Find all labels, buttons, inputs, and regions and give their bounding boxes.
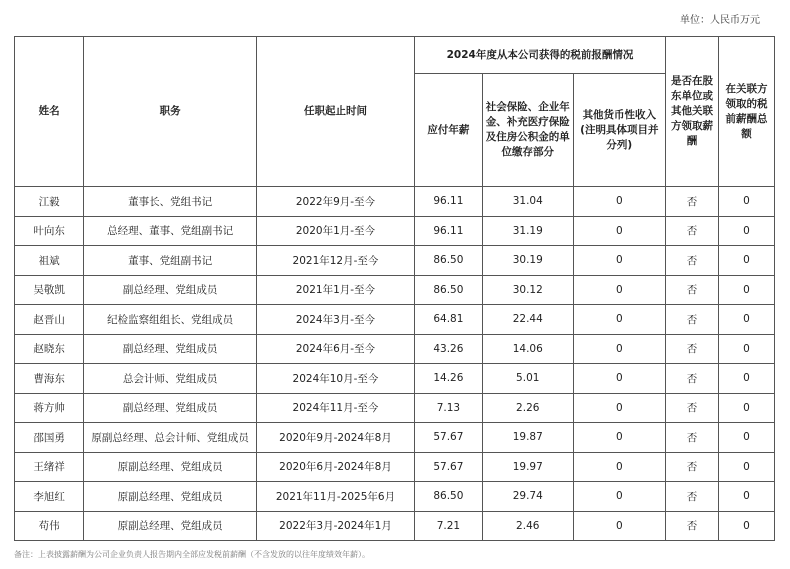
cell-related-total: 0 (719, 452, 775, 482)
cell-salary: 57.67 (414, 452, 482, 482)
cell-term: 2022年3月-2024年1月 (257, 511, 415, 541)
header-term: 任职起止时间 (257, 37, 415, 187)
cell-position: 副总经理、党组成员 (84, 334, 257, 364)
cell-related: 否 (666, 511, 719, 541)
header-pretax-group: 2024年度从本公司获得的税前报酬情况 (414, 37, 665, 74)
cell-related: 否 (666, 393, 719, 423)
cell-related: 否 (666, 187, 719, 217)
cell-name: 江毅 (15, 187, 84, 217)
cell-term: 2021年12月-至今 (257, 246, 415, 276)
table-row (15, 423, 775, 453)
cell-social: 30.19 (482, 246, 573, 276)
cell-position: 原副总经理、党组成员 (84, 482, 257, 512)
cell-other: 0 (573, 423, 666, 453)
cell-social: 31.04 (482, 187, 573, 217)
cell-position: 原副总经理、党组成员 (84, 511, 257, 541)
cell-other: 0 (573, 482, 666, 512)
cell-related-total: 0 (719, 482, 775, 512)
cell-related-total: 0 (719, 511, 775, 541)
cell-other: 0 (573, 334, 666, 364)
table-row (15, 393, 775, 423)
cell-term: 2022年9月-至今 (257, 187, 415, 217)
cell-term: 2024年10月-至今 (257, 364, 415, 394)
cell-term: 2021年11月-2025年6月 (257, 482, 415, 512)
cell-salary: 64.81 (414, 305, 482, 335)
header-salary: 应付年薪 (414, 74, 482, 187)
table-row (15, 187, 775, 217)
cell-name: 吴敬凯 (15, 275, 84, 305)
header-related-total: 在关联方领取的税前薪酬总额 (719, 37, 775, 187)
cell-related-total: 0 (719, 275, 775, 305)
cell-social: 22.44 (482, 305, 573, 335)
cell-related-total: 0 (719, 423, 775, 453)
table-row (15, 482, 775, 512)
cell-related-total: 0 (719, 393, 775, 423)
cell-salary: 86.50 (414, 275, 482, 305)
cell-related-total: 0 (719, 216, 775, 246)
cell-term: 2024年3月-至今 (257, 305, 415, 335)
cell-position: 纪检监察组组长、党组成员 (84, 305, 257, 335)
cell-related: 否 (666, 305, 719, 335)
cell-related: 否 (666, 452, 719, 482)
cell-name: 李旭红 (15, 482, 84, 512)
cell-salary: 57.67 (414, 423, 482, 453)
cell-salary: 14.26 (414, 364, 482, 394)
unit-label: 单位：人民币万元 (680, 15, 760, 26)
cell-other: 0 (573, 216, 666, 246)
table-row (15, 275, 775, 305)
cell-related-total: 0 (719, 246, 775, 276)
cell-salary: 43.26 (414, 334, 482, 364)
table-row (15, 216, 775, 246)
cell-related-total: 0 (719, 305, 775, 335)
table-body (15, 187, 775, 541)
cell-position: 原副总经理、总会计师、党组成员 (84, 423, 257, 453)
cell-name: 祖斌 (15, 246, 84, 276)
cell-related: 否 (666, 423, 719, 453)
cell-social: 30.12 (482, 275, 573, 305)
cell-social: 29.74 (482, 482, 573, 512)
table-row (15, 364, 775, 394)
cell-related: 否 (666, 482, 719, 512)
footnote: 备注：上表披露薪酬为公司企业负责人报告期内全部应发税前薪酬（不含发放的以往年度绩效年薪）。 (14, 550, 370, 559)
cell-social: 19.97 (482, 452, 573, 482)
cell-social: 5.01 (482, 364, 573, 394)
header-name: 姓名 (15, 37, 84, 187)
cell-related: 否 (666, 334, 719, 364)
table-row (15, 511, 775, 541)
cell-other: 0 (573, 364, 666, 394)
table-row (15, 452, 775, 482)
cell-name: 苟伟 (15, 511, 84, 541)
cell-related: 否 (666, 275, 719, 305)
table-row (15, 246, 775, 276)
cell-term: 2020年1月-至今 (257, 216, 415, 246)
header-social-insurance: 社会保险、企业年金、补充医疗保险及住房公积金的单位缴存部分 (482, 74, 573, 187)
table-row (15, 334, 775, 364)
cell-name: 蒋方帅 (15, 393, 84, 423)
cell-other: 0 (573, 275, 666, 305)
cell-name: 曹海东 (15, 364, 84, 394)
cell-related: 否 (666, 364, 719, 394)
cell-other: 0 (573, 452, 666, 482)
cell-other: 0 (573, 393, 666, 423)
cell-name: 赵晓东 (15, 334, 84, 364)
cell-salary: 96.11 (414, 187, 482, 217)
cell-social: 2.26 (482, 393, 573, 423)
cell-other: 0 (573, 187, 666, 217)
cell-salary: 7.21 (414, 511, 482, 541)
cell-term: 2020年9月-2024年8月 (257, 423, 415, 453)
header-position: 职务 (84, 37, 257, 187)
cell-related: 否 (666, 246, 719, 276)
cell-name: 王绪祥 (15, 452, 84, 482)
cell-term: 2020年6月-2024年8月 (257, 452, 415, 482)
cell-social: 19.87 (482, 423, 573, 453)
cell-salary: 86.50 (414, 482, 482, 512)
cell-name: 赵晋山 (15, 305, 84, 335)
cell-position: 董事长、党组书记 (84, 187, 257, 217)
cell-position: 总经理、董事、党组副书记 (84, 216, 257, 246)
cell-position: 副总经理、党组成员 (84, 393, 257, 423)
cell-term: 2024年6月-至今 (257, 334, 415, 364)
cell-term: 2024年11月-至今 (257, 393, 415, 423)
table-row (15, 305, 775, 335)
cell-salary: 7.13 (414, 393, 482, 423)
cell-social: 2.46 (482, 511, 573, 541)
cell-social: 31.19 (482, 216, 573, 246)
cell-position: 总会计师、党组成员 (84, 364, 257, 394)
cell-related-total: 0 (719, 364, 775, 394)
cell-other: 0 (573, 305, 666, 335)
header-other-income: 其他货币性收入(注明具体项目并分列) (573, 74, 666, 187)
cell-position: 董事、党组副书记 (84, 246, 257, 276)
cell-term: 2021年1月-至今 (257, 275, 415, 305)
cell-salary: 96.11 (414, 216, 482, 246)
cell-related-total: 0 (719, 334, 775, 364)
cell-related-total: 0 (719, 187, 775, 217)
header-related-party: 是否在股东单位或其他关联方领取薪酬 (666, 37, 719, 187)
cell-salary: 86.50 (414, 246, 482, 276)
cell-name: 叶向东 (15, 216, 84, 246)
cell-name: 邵国勇 (15, 423, 84, 453)
cell-position: 原副总经理、党组成员 (84, 452, 257, 482)
cell-social: 14.06 (482, 334, 573, 364)
cell-other: 0 (573, 511, 666, 541)
cell-other: 0 (573, 246, 666, 276)
cell-related: 否 (666, 216, 719, 246)
compensation-table (14, 36, 775, 541)
cell-position: 副总经理、党组成员 (84, 275, 257, 305)
